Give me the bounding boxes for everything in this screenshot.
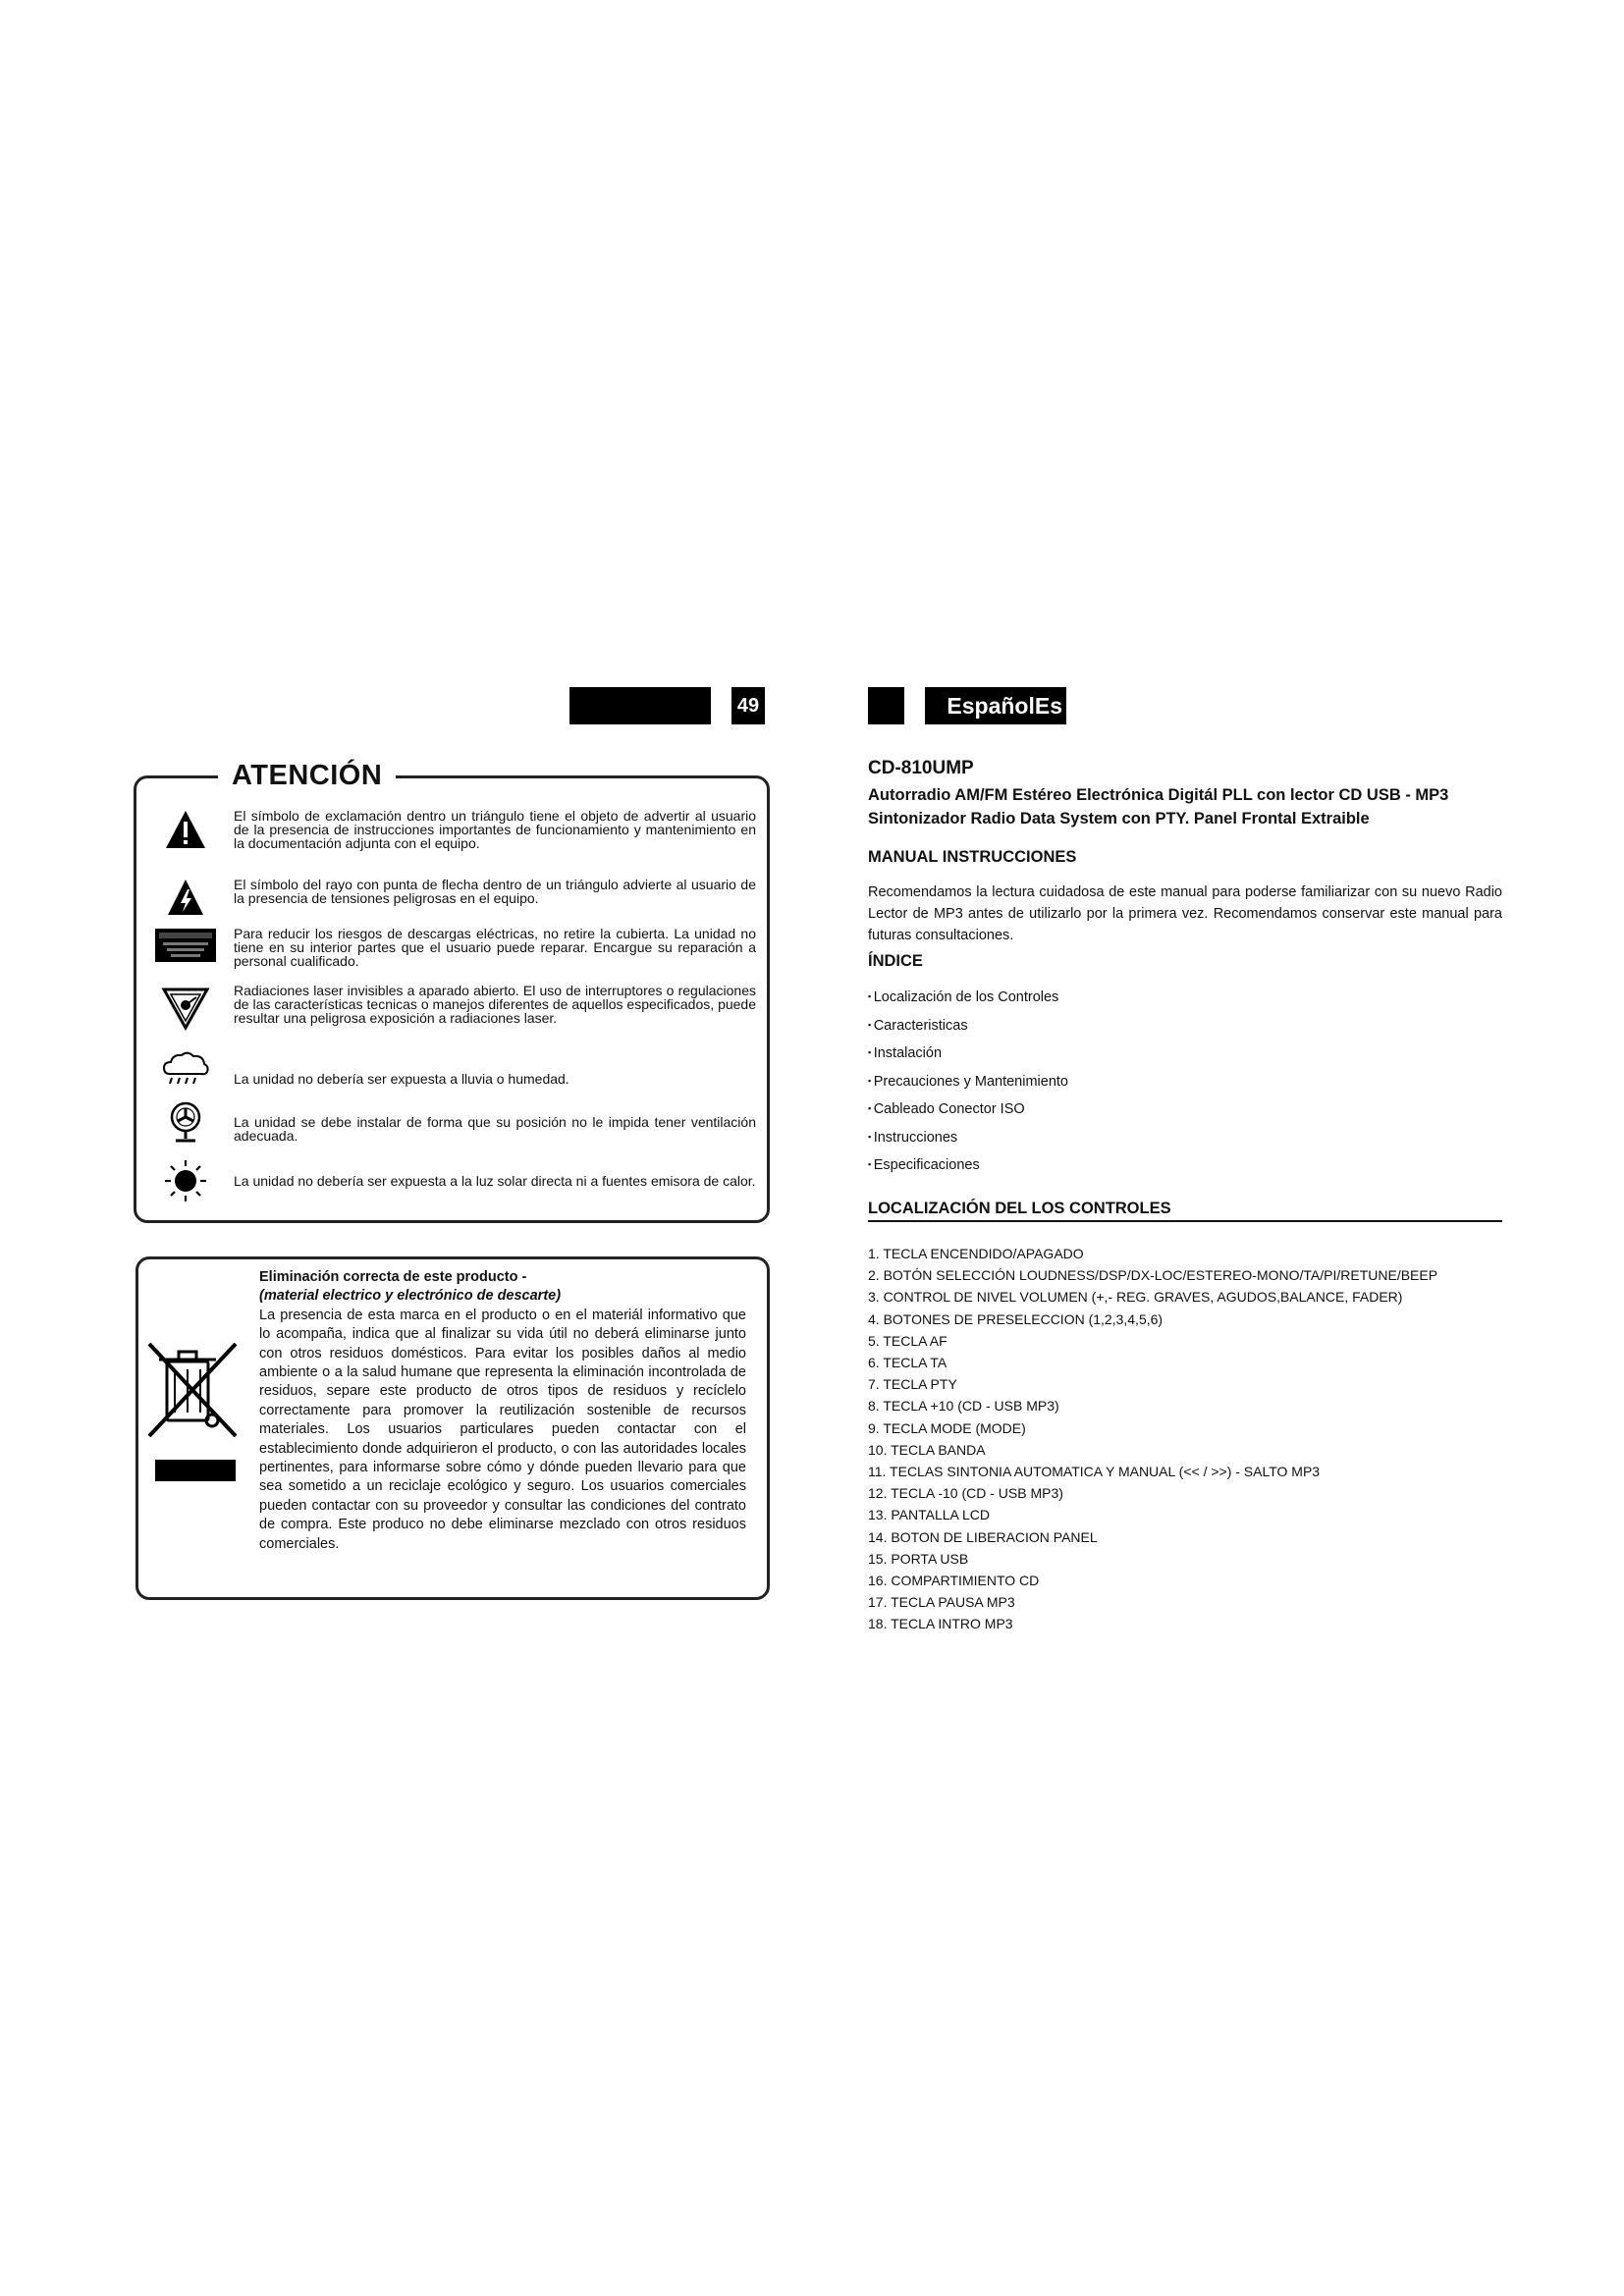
exclamation-triangle-icon xyxy=(147,809,224,850)
laser-warning-icon xyxy=(147,986,224,1031)
warning-item xyxy=(147,984,756,1042)
disposal-body: La presencia de esta marca en el producto o en el materiál informativo que lo acompaña, indica que al finalizar su vida útil no deberá eliminarse junto con otros residuos domésticos. Para evitar los posibles daños al medio ambiente o a la salud humane que representa la eliminación incontrolada de residuos, separe este producto de otros tipos de residuos y recíclelo correctamente para promover la reutilización sostenible de recursos materiales. Los usuarios particulares pueden contactar con el establecimiento donde adquirieron el producto, o con las autoridades locales pertinentes, para informarse sobre cómo y dónde pueden llevario para que sea sometido a un reciclaje ecológico y seguro. Los usuarios comerciales pueden contactar con su proveedor y consultar las condiciones del contrato de compra. Este produco no debe eliminarse mezclado con otros residuos comerciales. xyxy=(259,1307,746,1552)
warning-text: La unidad no debería ser expuesta a lluvia o humedad. xyxy=(234,1071,569,1087)
language-label: EspañolEs xyxy=(925,687,1066,724)
warning-item xyxy=(147,809,756,852)
warning-item xyxy=(147,1101,756,1147)
control-item: 5. TECLA AF xyxy=(868,1332,947,1349)
header-bar-left xyxy=(569,687,711,724)
product-subtitle xyxy=(868,783,1502,830)
crossed-bin-icon xyxy=(145,1340,240,1487)
control-item: 3. CONTROL DE NIVEL VOLUMEN (+,- REG. GRAVES, AGUDOS,BALANCE, FADER) xyxy=(868,1289,1403,1306)
warning-item xyxy=(147,1158,756,1205)
warning-item xyxy=(147,878,756,917)
control-item: 11. TECLAS SINTONIA AUTOMATICA Y MANUAL (<< / >>) - SALTO MP3 xyxy=(868,1464,1321,1480)
control-item: 7. TECLA PTY xyxy=(868,1376,957,1393)
control-item: 9. TECLA MODE (MODE) xyxy=(868,1419,1026,1436)
warning-item xyxy=(147,1050,756,1092)
warning-text: Radiaciones laser invisibles a aparado abierto. El uso de interruptores o regulaciones de las características tecnicas o manejos diferentes de aquellos especificados, puede resultar una peligrosa exposición a radiaciones laser. xyxy=(234,983,756,1026)
index-list xyxy=(868,984,1502,1180)
warning-text: Para reducir los riesgos de descargas eléctricas, no retire la cubierta. La unidad no tiene en su interior partes que el usuario puede reparar. Encargue su reparación a personal cualificado. xyxy=(234,926,756,969)
control-item: 16. COMPARTIMIENTO CD xyxy=(868,1573,1040,1589)
control-item: 2. BOTÓN SELECCIÓN LOUDNESS/DSP/DX-LOC/ESTEREO-MONO/TA/PI/RETUNE/BEEP xyxy=(868,1267,1438,1284)
caution-label-icon xyxy=(147,929,224,962)
rain-cloud-icon xyxy=(147,1050,224,1090)
index-item[interactable]: ▪ Especificaciones xyxy=(868,1151,1502,1180)
control-item: 18. TECLA INTRO MP3 xyxy=(868,1616,1013,1632)
index-item[interactable]: ▪ Localización de los Controles xyxy=(868,984,1502,1012)
control-item: 15. PORTA USB xyxy=(868,1550,969,1567)
fan-ventilation-icon xyxy=(147,1101,224,1145)
disposal-text xyxy=(259,1268,746,1554)
sun-icon xyxy=(147,1158,224,1203)
warning-text: La unidad no debería ser expuesta a la luz solar directa ni a fuentes emisora de calor. xyxy=(234,1173,756,1189)
index-item[interactable]: ▪ Caracteristicas xyxy=(868,1012,1502,1041)
index-heading: ÍNDICE xyxy=(868,952,923,970)
control-item: 17. TECLA PAUSA MP3 xyxy=(868,1594,1015,1611)
product-subtitle-line: Sintonizador Radio Data System con PTY. Panel Frontal Extraible xyxy=(868,810,1370,828)
control-item: 1. TECLA ENCENDIDO/APAGADO xyxy=(868,1246,1084,1261)
product-subtitle-line: Autorradio AM/FM Estéreo Electrónica Digitál PLL con lector CD USB - MP3 xyxy=(868,786,1449,804)
control-item: 12. TECLA -10 (CD - USB MP3) xyxy=(868,1485,1063,1502)
control-item: 4. BOTONES DE PRESELECCION (1,2,3,4,5,6) xyxy=(868,1310,1164,1327)
page-number: 49 xyxy=(731,687,765,724)
warning-item xyxy=(147,927,756,970)
control-item: 8. TECLA +10 (CD - USB MP3) xyxy=(868,1398,1059,1415)
product-model: CD-810UMP xyxy=(868,758,974,778)
warning-text: El símbolo del rayo con punta de flecha dentro de un triángulo advierte al usuario de la presencia de tensiones peligrosas en el equipo. xyxy=(234,877,756,906)
warning-text: La unidad se debe instalar de forma que su posición no le impida tener ventilación adecuada. xyxy=(234,1114,756,1144)
index-item[interactable]: ▪ Cableado Conector ISO xyxy=(868,1095,1502,1124)
control-item: 10. TECLA BANDA xyxy=(868,1441,986,1458)
controls-list xyxy=(868,1243,1502,1635)
disposal-subtitle: (material electrico y electrónico de descarte) xyxy=(259,1288,562,1305)
control-item: 14. BOTON DE LIBERACION PANEL xyxy=(868,1528,1098,1545)
controls-heading: LOCALIZACIÓN DEL LOS CONTROLES xyxy=(868,1200,1502,1222)
control-item: 13. PANTALLA LCD xyxy=(868,1507,990,1523)
disposal-title: Eliminación correcta de este producto - xyxy=(259,1269,527,1285)
index-item[interactable]: ▪ Precauciones y Mantenimiento xyxy=(868,1068,1502,1096)
lightning-triangle-icon xyxy=(147,878,224,917)
manual-intro: Recomendamos la lectura cuidadosa de este manual para poderse familiarizar con su nuevo Radio Lector de MP3 antes de utilizarlo por la primera vez. Recomendamos conservar este manual para futuras consultaciones. xyxy=(868,884,1502,943)
warning-text: El símbolo de exclamación dentro un triángulo tiene el objeto de advertir al usuario de la presencia de instrucciones importantes de funcionamiento y mantenimiento en la documentación adjunta con el equipo. xyxy=(234,808,756,851)
attention-title: ATENCIÓN xyxy=(218,760,396,792)
control-item: 6. TECLA TA xyxy=(868,1355,947,1371)
manual-heading: MANUAL INSTRUCCIONES xyxy=(868,848,1077,866)
index-item[interactable]: ▪ Instalación xyxy=(868,1040,1502,1068)
header-square xyxy=(868,687,904,724)
index-item[interactable]: ▪ Instrucciones xyxy=(868,1124,1502,1152)
